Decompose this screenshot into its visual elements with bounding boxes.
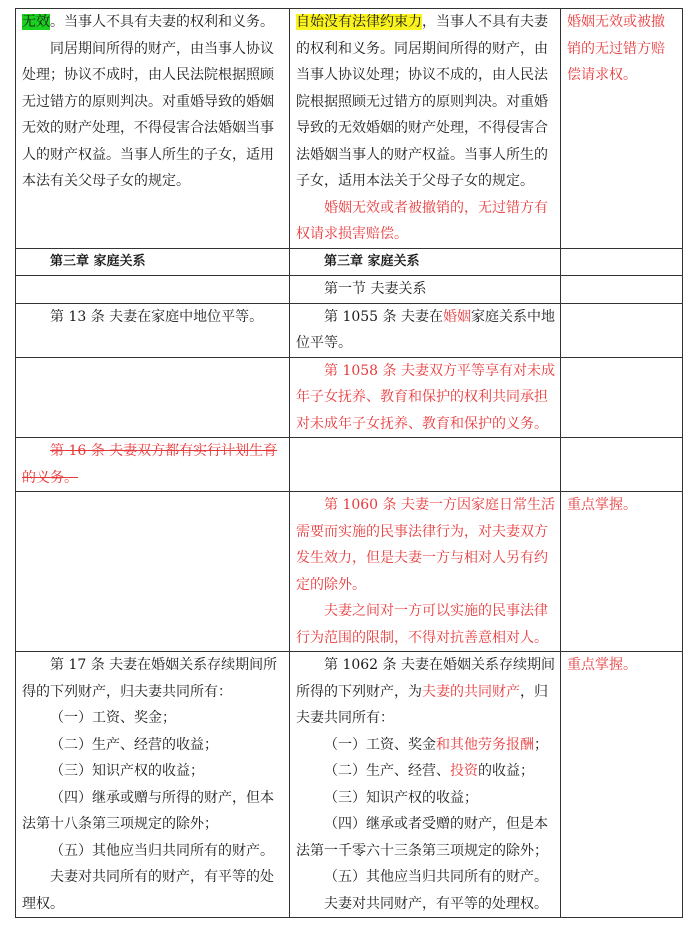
table-row-article-13 — [16, 303, 683, 357]
list-item: （一）工资、奖金和其他劳务报酬； — [324, 736, 548, 753]
new-article: 第 1062 条 夫妻在婚姻关系存续期间所得的下列财产，为夫妻的共同财产，归夫妻共同所有： — [296, 657, 555, 726]
highlight-green: 无效 — [22, 14, 50, 30]
list-item: （四）继承或者受赠的财产，但是本法第一千零六十三条第三项规定的除外； — [296, 816, 548, 859]
note-text: 重点掌握。 — [567, 657, 637, 673]
list-item: （二）生产、经营、投资的收益； — [324, 763, 534, 779]
chapter-heading-new: 第三章 家庭关系 — [324, 253, 420, 269]
section-heading: 第一节 夫妻关系 — [324, 281, 427, 297]
list-item: （三）知识产权的收益； — [50, 763, 204, 779]
old-law-cell — [16, 9, 290, 249]
old-paragraph: 无效。当事人不具有夫妻的权利和义务。 — [22, 14, 274, 30]
table-row-section — [16, 276, 683, 304]
table-row-article-16 — [16, 438, 683, 492]
new-article: 第 1055 条 夫妻在婚姻家庭关系中地位平等。 — [296, 308, 555, 351]
list-item: （一）工资、奖金； — [50, 710, 176, 726]
new-law-cell — [290, 9, 561, 249]
note-text: 婚姻无效或被撤销的无过错方赔偿请求权。 — [567, 14, 665, 83]
list-item: （五）其他应当归共同所有的财产。 — [324, 869, 548, 885]
note-cell — [561, 9, 683, 249]
table-row-article-1058 — [16, 357, 683, 438]
new-article: 夫妻之间对一方可以实施的民事法律行为范围的限制，不得对抗善意相对人。 — [296, 603, 548, 646]
new-article: 第 1058 条 夫妻双方平等享有对未成年子女抚养、教育和保护的权利共同承担对未成年子女抚养、教育和保护的义务。 — [296, 362, 555, 432]
note-text: 重点掌握。 — [567, 497, 637, 513]
table-row-article-17 — [16, 652, 683, 918]
new-paragraph: 夫妻对共同财产，有平等的处理权。 — [324, 895, 548, 912]
list-item: （五）其他应当归共同所有的财产。 — [50, 842, 274, 859]
table-row-invalid-marriage — [16, 9, 683, 249]
new-article: 第 1060 条 夫妻一方因家庭日常生活需要而实施的民事法律行为，对夫妻双方发生效力，但是夫妻一方与相对人另有约定的除外。 — [296, 497, 555, 593]
highlight-yellow: 自始没有法律约束力 — [296, 14, 422, 30]
deleted-article: 第 16 条 夫妻双方都有实行计划生育的义务。 — [22, 443, 278, 486]
old-article: 第 17 条 夫妻在婚姻关系存续期间所得的下列财产，归夫妻共同所有： — [22, 657, 278, 700]
old-article: 第 13 条 夫妻在家庭中地位平等。 — [50, 308, 264, 325]
old-paragraph: 同居期间所得的财产，由当事人协议处理；协议不成时，由人民法院根据照顾无过错方的原则判决。对重婚导致的婚姻无效的财产处理，不得侵害合法婚姻当事人的财产权益。当事人所生的子女，适用本法有关父母子女的规定。 — [22, 40, 274, 189]
chapter-heading-old: 第三章 家庭关系 — [50, 253, 146, 269]
comparison-table — [15, 8, 683, 918]
table-row-chapter — [16, 248, 683, 276]
table-row-article-1060 — [16, 492, 683, 652]
new-paragraph: 自始没有法律约束力，当事人不具有夫妻的权利和义务。同居期间所得的财产，由当事人协议处理；协议不成的，由人民法院根据照顾无过错方的原则判决。对重婚导致的无效婚姻的财产处理，不得侵害合法婚姻当事人的财产权益。当事人所生的子女，适用本法关于父母子女的规定。 — [296, 14, 548, 189]
old-paragraph: 夫妻对共同所有的财产，有平等的处理权。 — [22, 869, 274, 912]
list-item: （四）继承或赠与所得的财产，但本法第十八条第三项规定的除外； — [22, 789, 274, 832]
list-item: （三）知识产权的收益； — [324, 789, 478, 806]
list-item: （二）生产、经营的收益； — [50, 736, 218, 753]
new-paragraph-added: 婚姻无效或者被撤销的，无过错方有权请求损害赔偿。 — [296, 199, 548, 242]
